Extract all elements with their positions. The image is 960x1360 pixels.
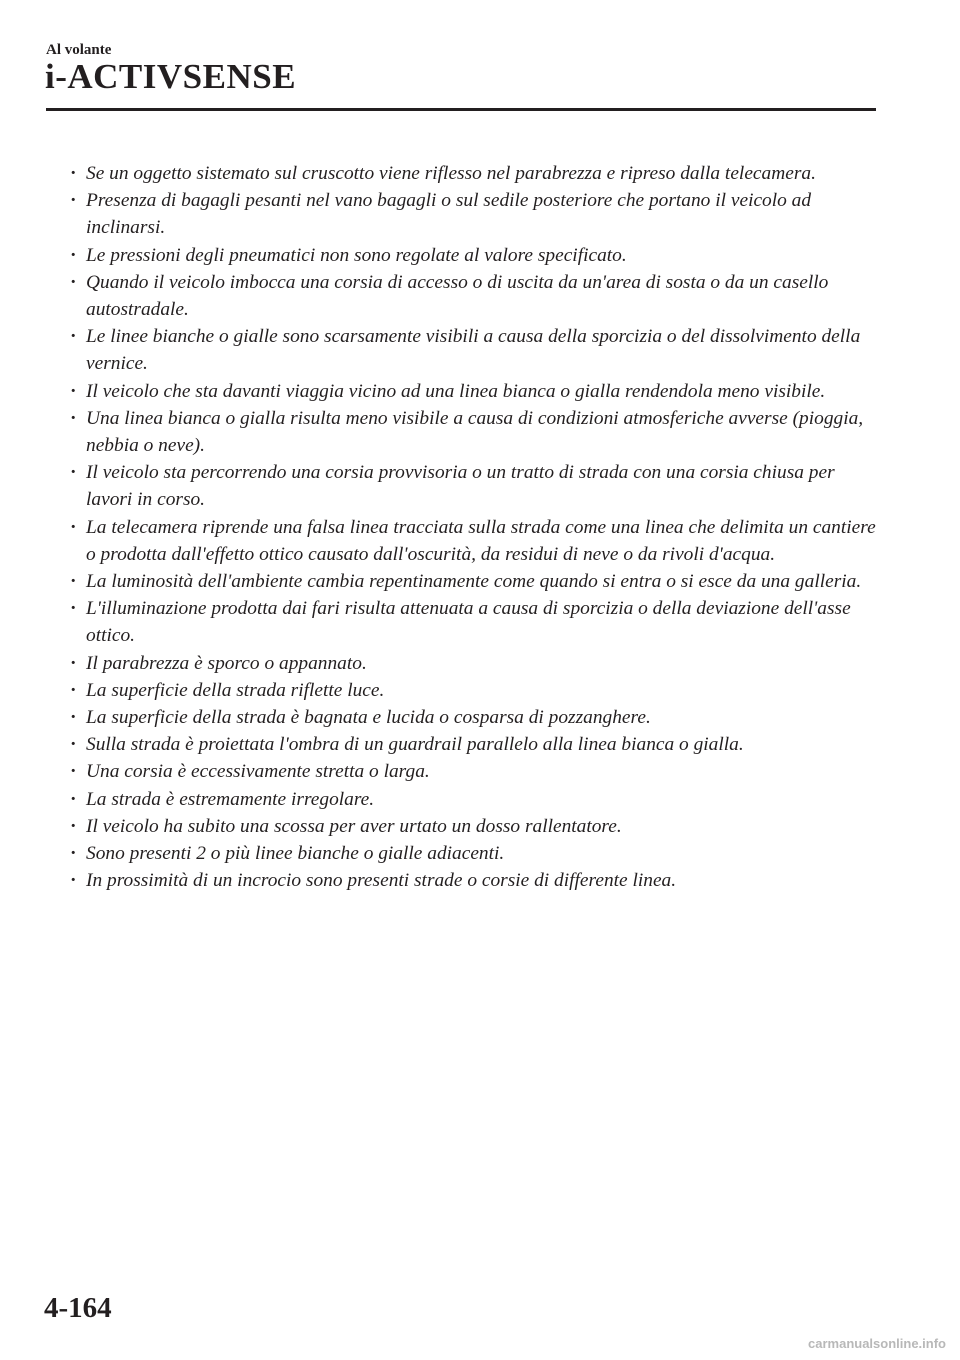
- list-item: · Le linee bianche o gialle sono scarsamente visibili a causa della sporcizia o del dissolvimento della vernice.: [70, 323, 880, 377]
- list-item: · In prossimità di un incrocio sono presenti strade o corsie di differente linea.: [70, 867, 880, 894]
- list-item: · Il veicolo ha subito una scossa per aver urtato un dosso rallentatore.: [70, 813, 880, 840]
- list-item: · La telecamera riprende una falsa linea tracciata sulla strada come una linea che delimita un cantiere o prodotta dall'effetto ottico causato dall'oscurità, da residui di neve o da rivoli d'acqua.: [70, 514, 880, 568]
- list-item: · Il parabrezza è sporco o appannato.: [70, 650, 880, 677]
- list-item: · Se un oggetto sistemato sul cruscotto viene riflesso nel parabrezza e ripreso dalla telecamera.: [70, 160, 880, 187]
- condition-list: [70, 160, 880, 894]
- page-title: i-ACTIVSENSE: [45, 57, 297, 96]
- page-number: 4-164: [44, 1292, 112, 1324]
- watermark: carmanualsonline.info: [808, 1336, 946, 1351]
- list-item: · Sulla strada è proiettata l'ombra di un guardrail parallelo alla linea bianca o gialla.: [70, 731, 880, 758]
- list-item: · L'illuminazione prodotta dai fari risulta attenuata a causa di sporcizia o della deviazione dell'asse ottico.: [70, 595, 880, 649]
- list-item: · Sono presenti 2 o più linee bianche o gialle adiacenti.: [70, 840, 880, 867]
- list-item: · Presenza di bagagli pesanti nel vano bagagli o sul sedile posteriore che portano il veicolo ad inclinarsi.: [70, 187, 880, 241]
- list-item: · Il veicolo che sta davanti viaggia vicino ad una linea bianca o gialla rendendola meno visibile.: [70, 378, 880, 405]
- list-item: · Una linea bianca o gialla risulta meno visibile a causa di condizioni atmosferiche avverse (pioggia, nebbia o neve).: [70, 405, 880, 459]
- list-item: · La luminosità dell'ambiente cambia repentinamente come quando si entra o si esce da una galleria.: [70, 568, 880, 595]
- list-item: · Una corsia è eccessivamente stretta o larga.: [70, 758, 880, 785]
- list-item: · La superficie della strada è bagnata e lucida o cosparsa di pozzanghere.: [70, 704, 880, 731]
- list-item: · Il veicolo sta percorrendo una corsia provvisoria o un tratto di strada con una corsia chiusa per lavori in corso.: [70, 459, 880, 513]
- header-divider: [46, 108, 876, 111]
- section-label: Al volante: [46, 42, 112, 58]
- list-item: · Quando il veicolo imbocca una corsia di accesso o di uscita da un'area di sosta o da un casello autostradale.: [70, 269, 880, 323]
- list-item: · Le pressioni degli pneumatici non sono regolate al valore specificato.: [70, 242, 880, 269]
- list-item: · La strada è estremamente irregolare.: [70, 786, 880, 813]
- list-item: · La superficie della strada riflette luce.: [70, 677, 880, 704]
